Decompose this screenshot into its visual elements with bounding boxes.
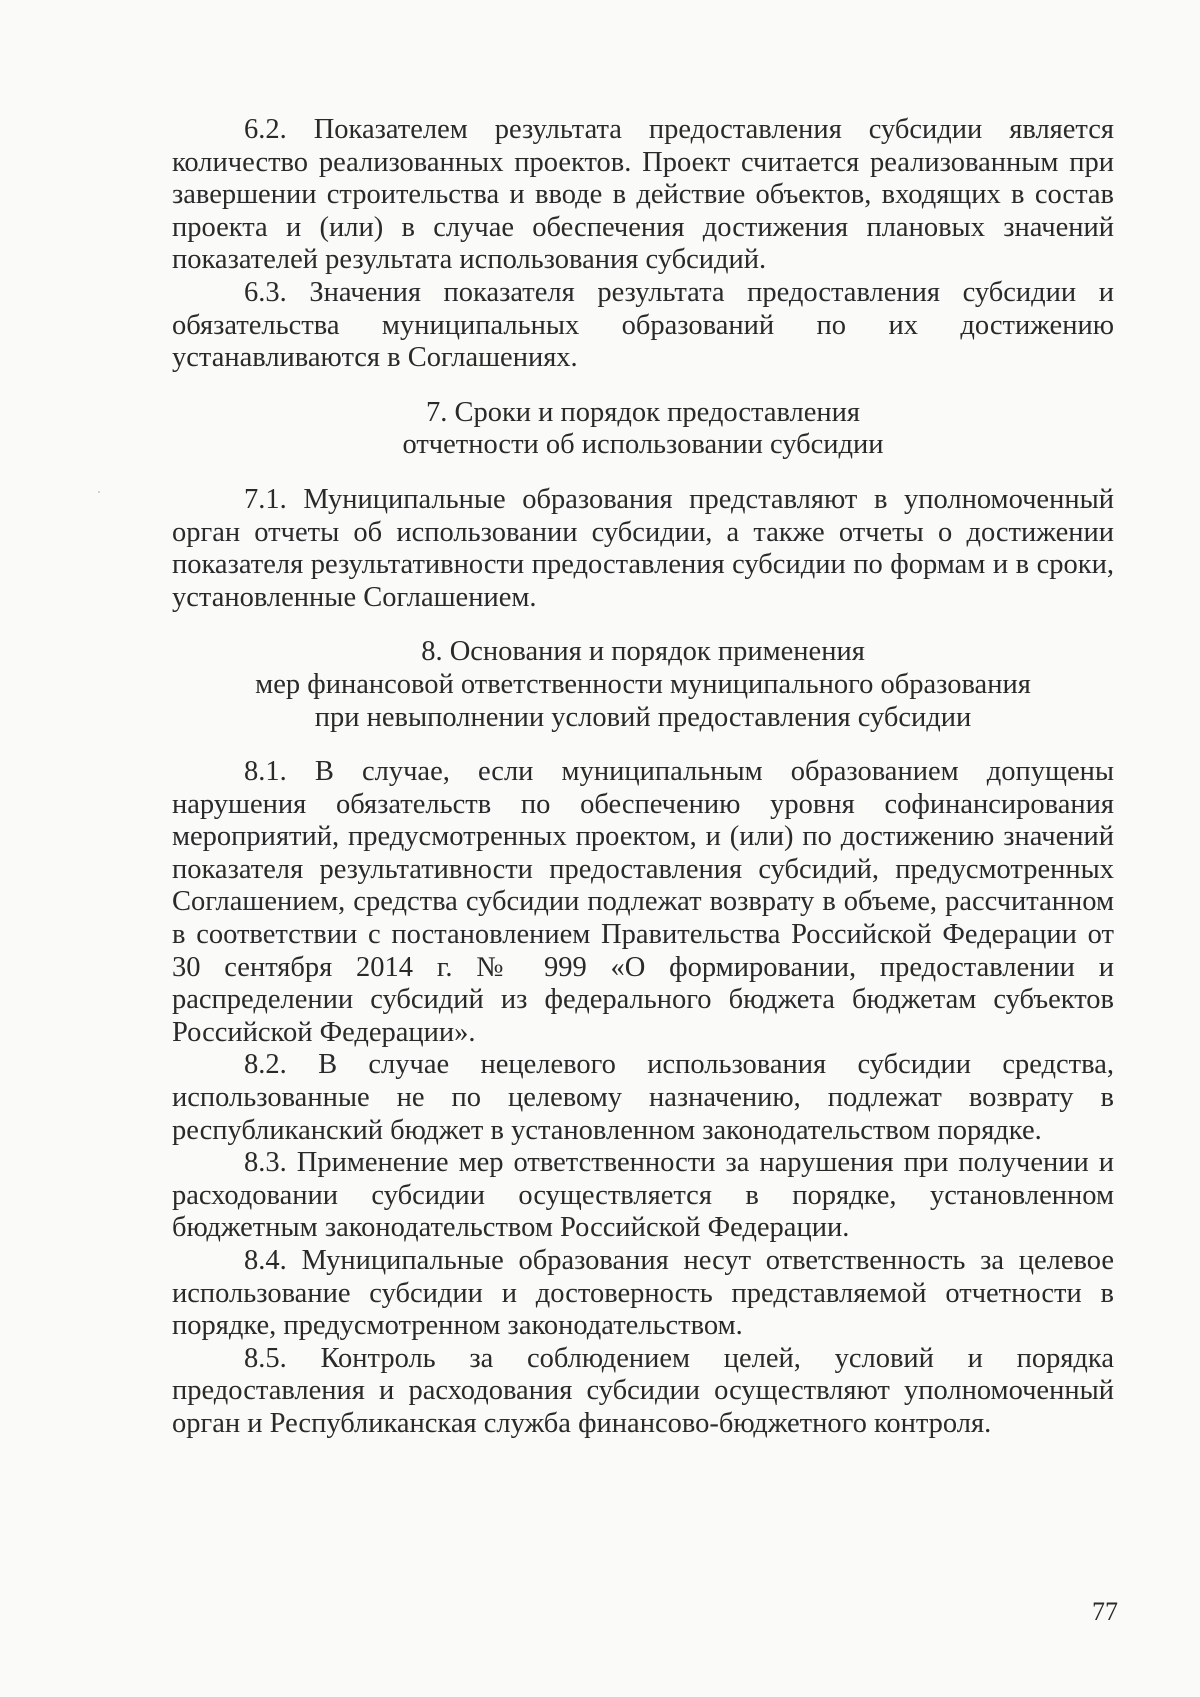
- section-8-heading-line-2: мер финансовой ответственности муниципального образования: [255, 668, 1031, 700]
- page-number: 77: [1092, 1597, 1118, 1626]
- paragraph-8-4: 8.4. Муниципальные образования несут ответственность за целевое использование субсидии и достоверность представляемой отчетности в порядке, предусмотренном законодательством.: [172, 1245, 1114, 1342]
- section-7-heading: [172, 397, 1114, 462]
- paragraph-7-1: 7.1. Муниципальные образования представляют в уполномоченный орган отчеты об использовании субсидии, а также отчеты о достижении показателя результативности предоставления субсидии по формам и в сроки, установленные Соглашением.: [172, 483, 1114, 613]
- section-8-heading: [172, 636, 1114, 734]
- section-7-heading-line-1: 7. Сроки и порядок предоставления: [425, 396, 861, 428]
- paragraph-8-5: 8.5. Контроль за соблюдением целей, условий и порядка предоставления и расходования субсидии осуществляют уполномоченный орган и Республиканская служба финансово-бюджетного контроля.: [172, 1342, 1114, 1439]
- section-8-heading-line-1: 8. Основания и порядок применения: [421, 636, 865, 668]
- section-8-heading-line-3: при невыполнении условий предоставления субсидии: [314, 701, 972, 733]
- paragraph-8-1: 8.1. В случае, если муниципальным образованием допущены нарушения обязательств по обеспечению уровня софинансирования мероприятий, предусмотренных проектом, и (или) по достижению значений показателя результативности предоставления субсидий, предусмотренных Соглашением, средства субсидии подлежат возврату в объеме, рассчитанном в соответствии с постановлением Правительства Российской Федерации от 30 сентября 2014 г. № 999 «О формировании, предоставлении и распределении субсидий из федерального бюджета бюджетам субъектов Российской Федерации».: [172, 756, 1114, 1048]
- paragraph-6-2: 6.2. Показателем результата предоставления субсидии является количество реализованных проектов. Проект считается реализованным при завершении строительства и вводе в действие объектов, входящих в состав проекта и (или) в случае обеспечения достижения плановых значений показателей результата использования субсидий.: [172, 114, 1114, 276]
- section-7-heading-line-2: отчетности об использовании субсидии: [402, 429, 884, 461]
- paragraph-8-2: 8.2. В случае нецелевого использования субсидии средства, использованные не по целевому назначению, подлежат возврату в республиканский бюджет в установленном законодательством порядке.: [172, 1049, 1114, 1146]
- document-body: [172, 114, 1114, 1441]
- paragraph-6-3: 6.3. Значения показателя результата предоставления субсидии и обязательства муниципальных образований по их достижению устанавливаются в Соглашениях.: [172, 276, 1114, 374]
- paragraph-8-3: 8.3. Применение мер ответственности за нарушения при получении и расходовании субсидии осуществляется в порядке, установленном бюджетным законодательством Российской Федерации.: [172, 1147, 1114, 1244]
- scan-speck: [98, 491, 100, 493]
